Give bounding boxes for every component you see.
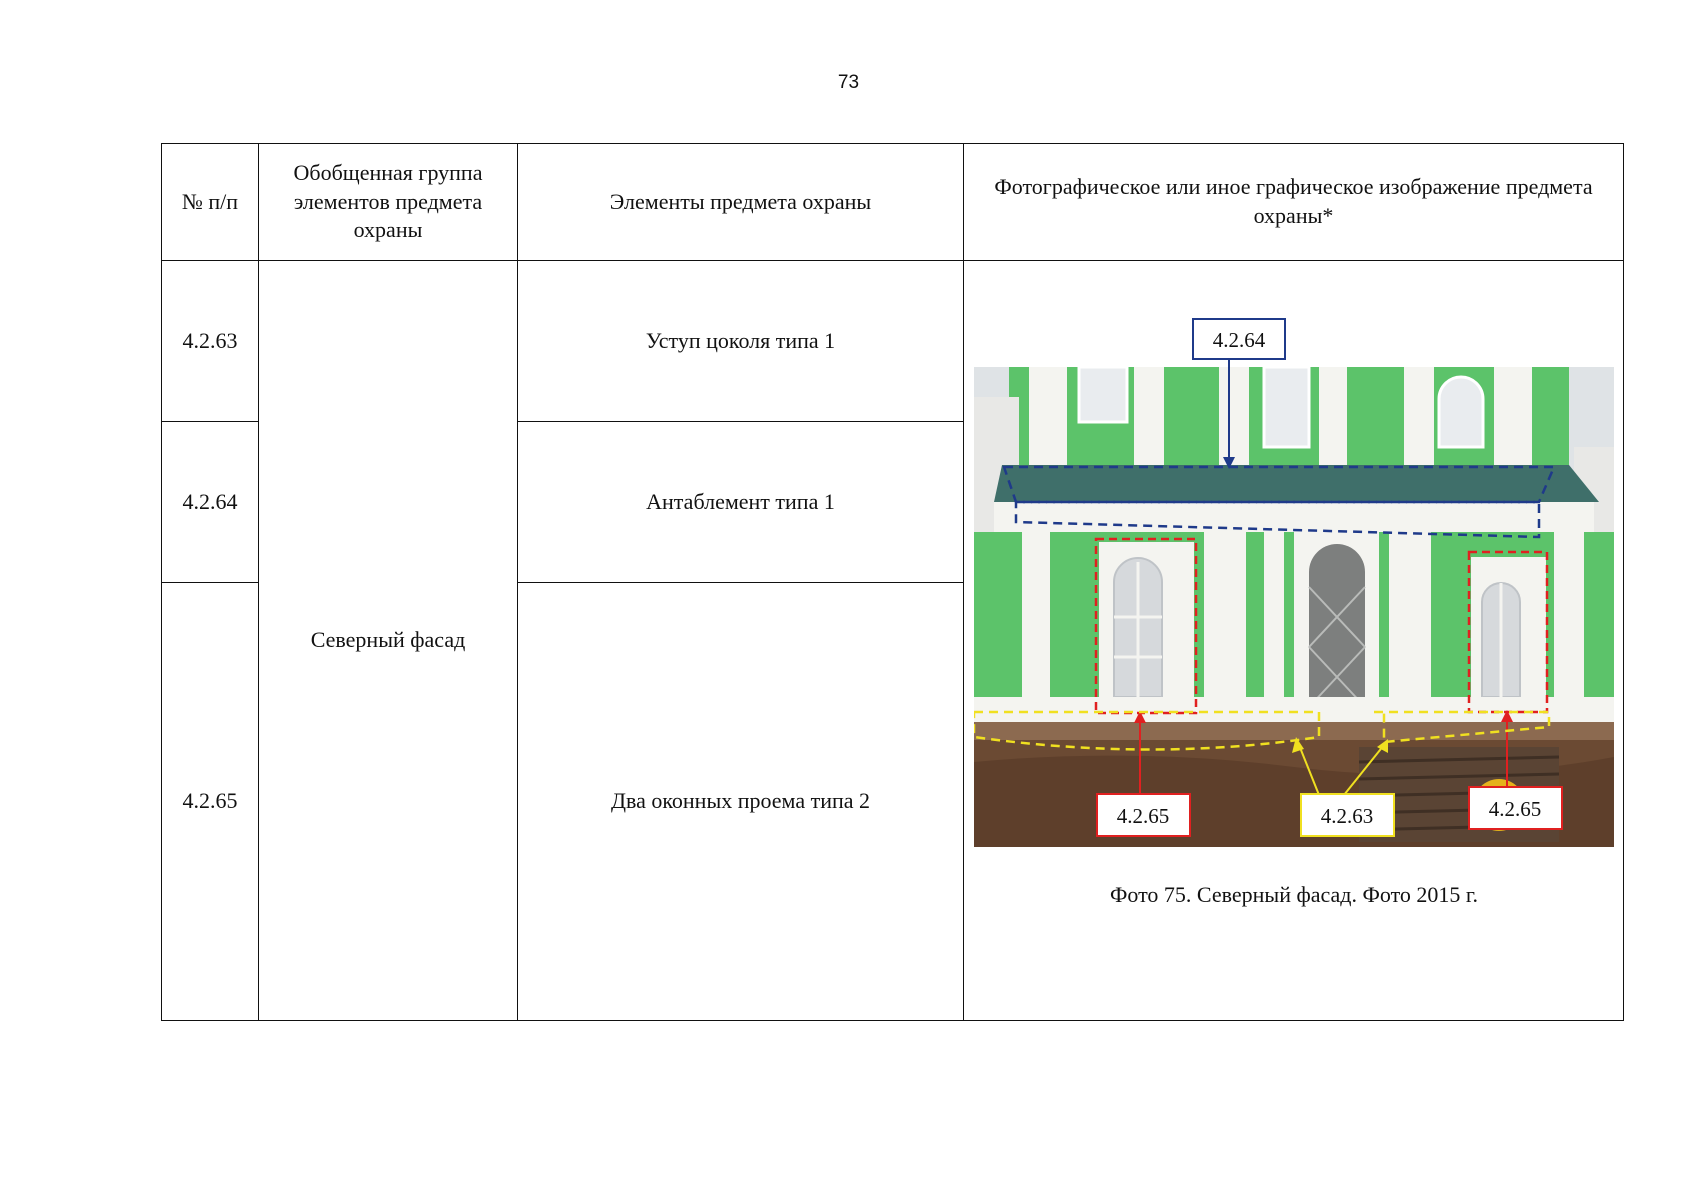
label-entablature <box>1193 319 1285 359</box>
header-group: Обобщенная группа элементов предмета охраны <box>259 144 518 261</box>
row-element: Уступ цоколя типа 1 <box>518 261 964 422</box>
header-elements: Элементы предмета охраны <box>518 144 964 261</box>
facade-photo-image <box>974 367 1614 850</box>
row-num: 4.2.63 <box>162 261 259 422</box>
group-cell: Северный фасад <box>259 261 518 1021</box>
photo-caption: Фото 75. Северный фасад. Фото 2015 г. <box>1110 882 1478 907</box>
row-element: Два оконных проема типа 2 <box>518 583 964 1021</box>
facade-photo <box>974 317 1614 857</box>
svg-text:4.2.63: 4.2.63 <box>1320 804 1374 828</box>
row-num: 4.2.64 <box>162 422 259 583</box>
header-num: № п/п <box>162 144 259 261</box>
label-window-left <box>1097 794 1190 836</box>
svg-text:4.2.64: 4.2.64 <box>1212 328 1266 352</box>
page-number: 73 <box>837 72 860 93</box>
row-element: Антаблемент типа 1 <box>518 422 964 583</box>
svg-text:4.2.65: 4.2.65 <box>1488 797 1542 821</box>
protection-subject-table <box>161 143 1624 1021</box>
photo-cell <box>964 261 1624 1021</box>
label-plinth <box>1301 794 1394 836</box>
table-header-row <box>162 144 1624 261</box>
label-window-right <box>1469 787 1562 829</box>
row-num: 4.2.65 <box>162 583 259 1021</box>
svg-text:4.2.65: 4.2.65 <box>1116 804 1170 828</box>
header-image: Фотографическое или иное графическое изображение предмета охраны* <box>964 144 1624 261</box>
table-row <box>162 261 1624 422</box>
